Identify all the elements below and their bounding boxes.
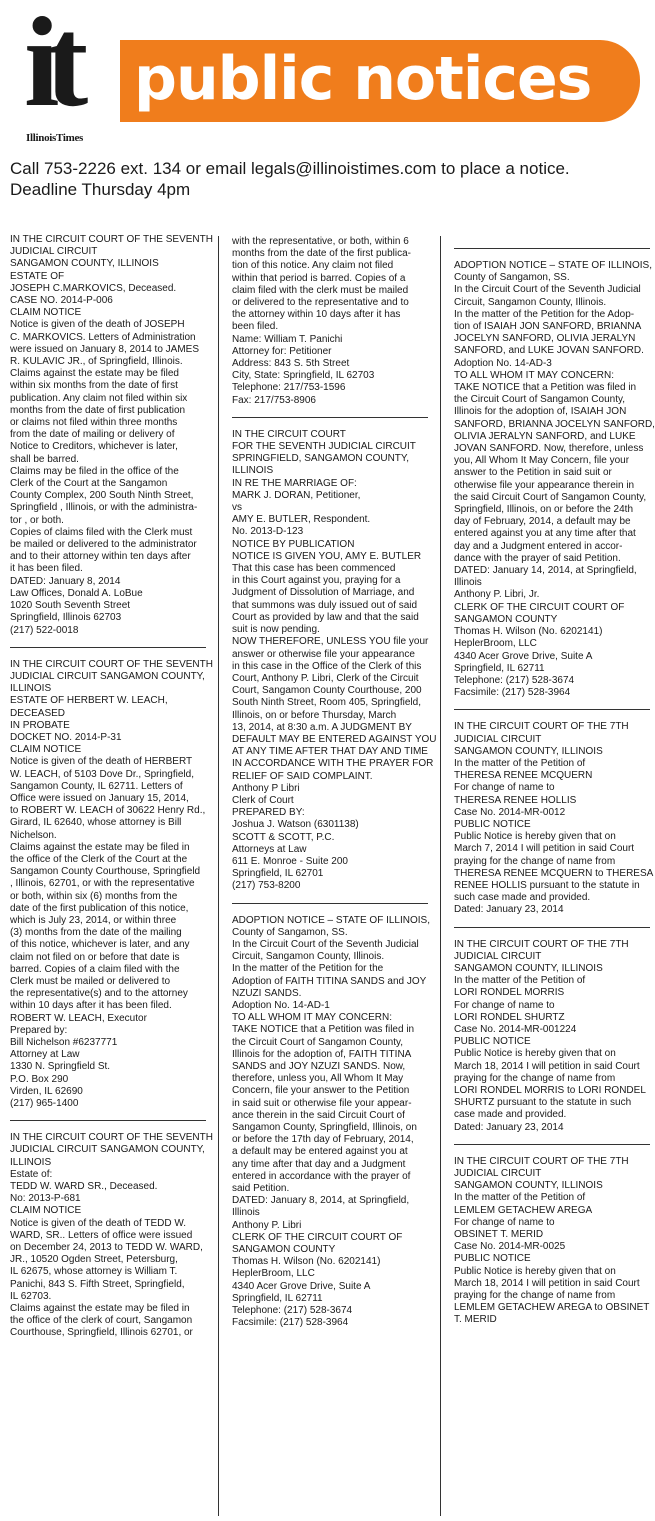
- page-title: public notices: [134, 44, 592, 114]
- notice-line: JUDICIAL CIRCUIT SANGAMON COUNTY,: [10, 670, 205, 682]
- notice-line: Telephone: (217) 528-3674: [454, 674, 575, 686]
- page-header: [0, 0, 655, 150]
- notice-line: Case No. 2014-MR-0012: [454, 806, 566, 818]
- notice-line: TO ALL WHOM IT MAY CONCERN:: [232, 1012, 393, 1024]
- notice-line: Illinois: [232, 1207, 260, 1219]
- notice-line: Prepared by:: [10, 1024, 68, 1036]
- notice-line: Attorney for: Petitioner: [232, 345, 332, 357]
- notice-line: CLERK OF THE CIRCUIT COURT OF: [232, 1231, 403, 1243]
- notice-line: Illinois for the adoption of, FAITH TITINA: [232, 1048, 412, 1060]
- notice-line: 1330 N. Springfield St.: [10, 1061, 111, 1073]
- notice-line: Court as provided by law and that the said: [232, 611, 419, 623]
- notice-line: the attorney within 10 days after it has: [232, 309, 401, 321]
- notice-line: P.O. Box 290: [10, 1073, 69, 1085]
- notice-line: answer or otherwise file your appearance: [232, 648, 415, 660]
- notice-line: entered against you at any time after that: [454, 528, 636, 540]
- legal-notice: [454, 721, 654, 916]
- notice-line: Dated: January 23, 2014: [454, 1121, 564, 1133]
- notice-line: within 10 days after it has been filed.: [10, 1000, 172, 1012]
- notice-line: Thomas H. Wilson (No. 6202141): [454, 626, 603, 638]
- notice-line: otherwise file your appearance therein in: [454, 479, 635, 491]
- notice-line: Facsimile: (217) 528-3964: [454, 687, 571, 699]
- notice-line: praying for the change of name from: [454, 855, 616, 867]
- notice-divider: [454, 927, 650, 928]
- column-divider: [218, 236, 219, 1516]
- notice-line: Springfield, IL 62711: [454, 662, 545, 674]
- notice-line: Springfield, IL 62701: [232, 868, 324, 880]
- notice-line: Claims against the estate may be filed: [10, 368, 179, 380]
- notice-line: Anthony P Libri: [232, 782, 300, 794]
- notice-line: Springfield, Illinois 62703: [10, 612, 122, 624]
- notice-line: , Illinois, 62701, or with the representative: [10, 878, 195, 890]
- notice-line: JUDICIAL CIRCUIT SANGAMON COUNTY,: [10, 1144, 205, 1156]
- notice-line: vs: [232, 502, 242, 514]
- notice-line: For change of name to: [454, 1216, 555, 1228]
- notice-line: within that period is barred. Copies of a: [232, 272, 406, 284]
- notice-line: THERESA RENEE MCQUERN to THERESA: [454, 867, 654, 879]
- notice-divider: [232, 903, 428, 904]
- notice-line: SANGAMON COUNTY: [232, 1244, 336, 1256]
- notice-line: tion of ISAIAH JON SANFORD, BRIANNA: [454, 321, 642, 333]
- notice-line: months from the date of the first publica-: [232, 248, 411, 260]
- notice-line: Dated: January 23, 2014: [454, 904, 564, 916]
- notice-line: were issued on January 8, 2014 to JAMES: [10, 343, 199, 355]
- legal-notice: [454, 939, 650, 1134]
- notice-line: Sangamon County, IL 62711. Letters of: [10, 780, 183, 792]
- notice-line: tor , or both.: [10, 514, 64, 526]
- notice-line: CASE NO. 2014-P-006: [10, 295, 113, 307]
- notice-line: the Circuit Court of Sangamon County,: [454, 394, 626, 406]
- notice-line: such case made and provided.: [454, 892, 591, 904]
- notice-line: Illinois, on or before Thursday, March: [232, 709, 397, 721]
- deadline-line: Deadline Thursday 4pm: [10, 180, 191, 199]
- notice-line: In the matter of the Petition of: [454, 975, 586, 987]
- notice-line: Anthony P. Libri, Jr.: [454, 589, 540, 601]
- notice-line: Judgment of Dissolution of Marriage, and: [232, 587, 415, 599]
- notice-line: IN THE CIRCUIT COURT OF THE 7TH: [454, 721, 629, 733]
- notice-line: Springfield, Illinois, on or before the 24th: [454, 504, 633, 516]
- notice-line: Claims against the estate may be filed in: [10, 841, 190, 853]
- notice-line: case made and provided.: [454, 1109, 567, 1121]
- notice-line: 4340 Acer Grove Drive, Suite A: [232, 1280, 371, 1292]
- notice-line: SANDS and JOY NZUZI SANDS. Now,: [232, 1061, 406, 1072]
- notice-line: (3) months from the date of the mailing: [10, 927, 182, 939]
- notice-line: OBSINET T. MERID: [454, 1229, 544, 1241]
- notice-line: SANGAMON COUNTY: [454, 613, 558, 625]
- notice-line: and to their attorney within ten days after: [10, 551, 191, 563]
- notice-divider: [454, 248, 650, 249]
- notice-line: SHURTZ pursuant to the statute in such: [454, 1097, 632, 1109]
- notice-line: claim not filed on or before that date is: [10, 951, 180, 963]
- notice-line: FOR THE SEVENTH JUDICIAL CIRCUIT: [232, 441, 416, 453]
- notice-line: a default may be entered against you at: [232, 1146, 408, 1158]
- notice-line: JUDICIAL CIRCUIT: [454, 950, 542, 962]
- legal-notice: [232, 915, 428, 1330]
- notice-line: ance therein in the said Circuit Court of: [232, 1109, 405, 1121]
- notice-line: MARK J. DORAN, Petitioner,: [232, 489, 361, 501]
- notice-line: ILLINOIS: [10, 683, 52, 695]
- notice-line: the representative(s) and to the attorney: [10, 988, 188, 1000]
- notice-line: IN THE CIRCUIT COURT OF THE SEVENTH: [10, 234, 213, 245]
- legal-notice: [232, 236, 428, 407]
- notice-line: HeplerBroom, LLC: [232, 1268, 315, 1280]
- notice-line: County of Sangamon, SS.: [232, 926, 348, 938]
- notice-line: praying for the change of name from: [454, 1290, 616, 1302]
- notice-line: ESTATE OF: [10, 270, 65, 282]
- notice-line: SANGAMON COUNTY, ILLINOIS: [454, 962, 603, 974]
- notice-line: praying for the change of name from: [454, 1072, 616, 1084]
- legal-notice: [454, 1156, 650, 1327]
- notice-line: Notice to Creditors, whichever is later,: [10, 441, 178, 453]
- notice-line: LORI RONDEL SHURTZ: [454, 1011, 565, 1023]
- notice-line: publication. Any claim not filed within six: [10, 392, 188, 404]
- legal-notice: [454, 260, 655, 699]
- notice-line: NOTICE IS GIVEN YOU, AMY E. BUTLER: [232, 550, 422, 562]
- notice-line: of this notice, whichever is later, and any: [10, 939, 190, 951]
- column-divider: [440, 236, 441, 1516]
- notice-line: In the matter of the Petition for the Adop-: [454, 308, 635, 320]
- notice-line: Attorney at Law: [10, 1049, 80, 1061]
- notice-line: PREPARED BY:: [232, 807, 305, 819]
- notice-line: Case No. 2014-MR-001224: [454, 1023, 577, 1035]
- notice-line: (217) 753-8200: [232, 880, 301, 892]
- notice-line: on December 24, 2013 to TEDD W. WARD,: [10, 1242, 203, 1254]
- notice-line: 1020 South Seventh Street: [10, 600, 131, 612]
- notice-line: ILLINOIS: [10, 1156, 52, 1168]
- contact-info: [10, 158, 650, 200]
- notice-line: JOSEPH C.MARKOVICS, Deceased.: [10, 282, 177, 294]
- notice-line: Fax: 217/753-8906: [232, 394, 316, 406]
- notice-line: in this Court against you, praying for a: [232, 575, 401, 587]
- notice-line: ROBERT W. LEACH, Executor: [10, 1012, 147, 1024]
- notice-line: Public Notice is hereby given that on: [454, 1265, 616, 1277]
- contact-line: Call 753-2226 ext. 134 or email legals@illinoistimes.com to place a notice.: [10, 159, 570, 178]
- notice-line: 4340 Acer Grove Drive, Suite A: [454, 650, 593, 662]
- notice-line: Court, Sangamon County Courthouse, 200: [232, 685, 422, 697]
- notice-line: Adoption No. 14-AD-3: [454, 357, 552, 369]
- notice-line: Girard, IL 62640, whose attorney is Bill: [10, 817, 182, 829]
- notice-line: RELIEF OF SAID COMPLAINT.: [232, 770, 373, 782]
- notice-line: DATED: January 14, 2014, at Springfield,: [454, 565, 637, 577]
- notice-line: Facsimile: (217) 528-3964: [232, 1317, 349, 1329]
- notice-line: day and a Judgment entered in accor-: [454, 540, 623, 552]
- notice-line: In the matter of the Petition of: [454, 757, 586, 769]
- notice-line: For change of name to: [454, 782, 555, 794]
- notice-line: been filed.: [232, 321, 279, 333]
- notice-line: LORI RONDEL MORRIS: [454, 987, 565, 999]
- notice-line: Circuit, Sangamon County, Illinois.: [454, 296, 607, 308]
- notice-line: CLAIM NOTICE: [10, 1205, 82, 1217]
- notice-line: IN PROBATE: [10, 719, 70, 731]
- notice-divider: [454, 709, 650, 710]
- notice-line: W. LEACH, of 5103 Dove Dr., Springfield,: [10, 768, 194, 780]
- notice-line: Estate of:: [10, 1168, 53, 1180]
- notice-line: No: 2013-P-681: [10, 1193, 81, 1205]
- notice-line: Sangamon County Courthouse, Springfield: [10, 866, 201, 878]
- notice-line: or delivered to the representative and to: [232, 297, 409, 309]
- notice-line: the office of the Clerk of the Court at the: [10, 853, 188, 865]
- notice-line: Clerk of the Court at the Sangamon: [10, 478, 168, 490]
- illinois-times-logo: [24, 0, 120, 144]
- notice-divider: [10, 1120, 206, 1121]
- notice-line: Public Notice is hereby given that on: [454, 1048, 616, 1060]
- notice-line: OLIVIA JERALYN SANFORD, and LUKE: [454, 430, 636, 442]
- notice-line: ADOPTION NOTICE – STATE OF ILLINOIS,: [454, 260, 652, 271]
- notice-line: DEFAULT MAY BE ENTERED AGAINST YOU: [232, 733, 437, 745]
- notice-line: (217) 522-0018: [10, 624, 79, 636]
- notice-line: March 18, 2014 I will petition in said Court: [454, 1277, 640, 1289]
- notice-line: claim filed with the clerk must be mailed: [232, 284, 409, 296]
- notice-line: barred. Copies of a claim filed with the: [10, 963, 180, 975]
- notice-line: therefore, unless you, All Whom It May: [232, 1073, 404, 1085]
- notice-line: Concern, file your answer to the Petition: [232, 1085, 410, 1097]
- notice-line: the said Circuit Court of Sangamon County,: [454, 491, 647, 503]
- notice-line: SPRINGFIELD, SANGAMON COUNTY,: [232, 453, 410, 465]
- notice-line: Panichi, 843 S. Fifth Street, Springfield,: [10, 1278, 185, 1290]
- notice-line: Law Offices, Donald A. LoBue: [10, 587, 143, 599]
- legal-notice: [10, 658, 213, 1111]
- notice-line: or before the 17th day of February, 2014,: [232, 1134, 414, 1146]
- notice-line: IN RE THE MARRIAGE OF:: [232, 477, 357, 489]
- notice-column-2: [232, 236, 437, 1329]
- notice-line: Thomas H. Wilson (No. 6202141): [232, 1256, 381, 1268]
- notice-line: RENEE HOLLIS pursuant to the statute in: [454, 879, 640, 891]
- notice-line: suit is now pending.: [232, 624, 320, 636]
- notice-line: 13, 2014, at 8:30 a.m. A JUDGMENT BY: [232, 721, 412, 733]
- notice-line: In the matter of the Petition of: [454, 1192, 586, 1204]
- notice-line: ADOPTION NOTICE – STATE OF ILLINOIS,: [232, 914, 430, 926]
- notice-line: months from the date of first publication: [10, 404, 186, 416]
- notice-line: Nichelson.: [10, 829, 57, 841]
- notice-line: DECEASED: [10, 707, 66, 719]
- notice-line: THERESA RENEE HOLLIS: [454, 794, 577, 806]
- notice-line: JUDICIAL CIRCUIT: [10, 246, 98, 258]
- notice-line: Court, Anthony P. Libri, Clerk of the Circuit: [232, 672, 419, 684]
- notice-line: March 18, 2014 I will petition in said Court: [454, 1060, 640, 1072]
- notice-line: WARD, SR.. Letters of office were issued: [10, 1229, 193, 1241]
- notice-line: entered in accordance with the prayer of: [232, 1170, 411, 1182]
- notice-line: be mailed or delivered to the administrator: [10, 539, 197, 551]
- notice-line: Notice is given of the death of JOSEPH: [10, 319, 185, 331]
- notice-line: Public Notice is hereby given that on: [454, 831, 616, 843]
- notice-line: SANFORD, BRIANNA JOCELYN SANFORD,: [454, 418, 655, 430]
- notice-line: March 7, 2014 I will petition in said Court: [454, 843, 635, 855]
- notice-line: No. 2013-D-123: [232, 526, 304, 538]
- notice-line: Circuit, Sangamon County, Illinois.: [232, 951, 385, 963]
- notice-line: IL 62703.: [10, 1290, 52, 1302]
- notice-line: Address: 843 S. 5th Street: [232, 358, 350, 370]
- notice-line: Telephone: (217) 528-3674: [232, 1305, 353, 1317]
- notice-line: IN THE CIRCUIT COURT OF THE 7TH: [454, 1155, 629, 1167]
- notice-line: AT ANY TIME AFTER THAT DAY AND TIME: [232, 746, 428, 758]
- notice-line: date of the first publication of this notice,: [10, 902, 189, 914]
- legal-notice: [10, 234, 213, 637]
- notice-line: Illinois: [454, 577, 482, 589]
- notice-line: within six months from the date of first: [10, 380, 178, 392]
- notice-line: Copies of claims filed with the Clerk must: [10, 526, 193, 538]
- notice-line: Attorneys at Law: [232, 843, 307, 855]
- notice-line: NZUZI SANDS.: [232, 987, 302, 999]
- notice-line: or claims not filed within three months: [10, 417, 178, 429]
- notice-line: Adoption No. 14-AD-1: [232, 999, 330, 1011]
- notice-line: SCOTT & SCOTT, P.C.: [232, 831, 335, 843]
- notice-line: CLAIM NOTICE: [10, 307, 82, 319]
- notice-line: ILLINOIS: [232, 465, 274, 477]
- notice-line: day of February, 2014, a default may be: [454, 516, 631, 528]
- notice-column-1: [10, 234, 213, 1340]
- notice-line: NOTICE BY PUBLICATION: [232, 538, 355, 550]
- notice-line: Anthony P. Libri: [232, 1219, 302, 1231]
- notice-line: SANGAMON COUNTY, ILLINOIS: [10, 258, 159, 270]
- notice-line: CLERK OF THE CIRCUIT COURT OF: [454, 601, 625, 613]
- notice-line: LEMLEM GETACHEW AREGA to OBSINET: [454, 1302, 650, 1314]
- notice-line: T. MERID: [454, 1314, 497, 1326]
- notice-line: (217) 965-1400: [10, 1098, 79, 1110]
- notice-line: JOVAN SANFORD. Now, therefore, unless: [454, 443, 644, 455]
- notice-line: tion of this notice. Any claim not filed: [232, 260, 394, 272]
- notice-line: any time after that day and a Judgment: [232, 1158, 406, 1170]
- notice-line: TEDD W. WARD SR., Deceased.: [10, 1181, 158, 1193]
- notice-line: TO ALL WHOM IT MAY CONCERN:: [454, 369, 615, 381]
- notice-line: DATED: January 8, 2014: [10, 575, 121, 587]
- notice-line: In the matter of the Petition for the: [232, 963, 384, 975]
- notice-line: JR., 10520 Ogden Street, Petersburg,: [10, 1254, 178, 1266]
- notice-line: to ROBERT W. LEACH of 30622 Henry Rd.,: [10, 805, 206, 817]
- notice-line: PUBLIC NOTICE: [454, 818, 531, 830]
- notice-line: answer to the Petition in said suit or: [454, 467, 612, 479]
- notice-line: Virden, IL 62690: [10, 1085, 83, 1097]
- notice-line: Courthouse, Springfield, Illinois 62701, or: [10, 1327, 193, 1339]
- notice-line: 611 E. Monroe - Suite 200: [232, 855, 348, 867]
- notice-line: AMY E. BUTLER, Respondent.: [232, 514, 371, 526]
- notice-line: SANFORD, and LUKE JOVAN SANFORD.: [454, 345, 644, 357]
- notice-line: JUDICIAL CIRCUIT: [454, 733, 542, 745]
- notice-line: Bill Nichelson #6237771: [10, 1037, 118, 1048]
- notice-line: SANGAMON COUNTY, ILLINOIS: [454, 745, 603, 757]
- notice-line: County of Sangamon, SS.: [454, 272, 570, 284]
- notice-divider: [10, 647, 206, 648]
- notice-line: LORI RONDEL MORRIS to LORI RONDEL: [454, 1085, 646, 1096]
- legal-notice: [232, 428, 437, 893]
- notice-line: JUDICIAL CIRCUIT: [454, 1168, 542, 1180]
- notice-column-3: [454, 234, 655, 1327]
- notice-line: IL 62675, whose attorney is William T.: [10, 1266, 178, 1278]
- notice-line: JOCELYN SANFORD, OLIVIA JERALYN: [454, 333, 636, 345]
- notice-line: or both, within six (6) months from the: [10, 890, 178, 902]
- notice-line: DATED: January 8, 2014, at Springfield,: [232, 1195, 410, 1207]
- notice-line: you, All Whom It May Concern, file your: [454, 455, 630, 467]
- notice-line: ESTATE OF HERBERT W. LEACH,: [10, 695, 168, 707]
- title-banner: [120, 40, 640, 122]
- notice-line: PUBLIC NOTICE: [454, 1036, 531, 1048]
- notice-line: County Complex, 200 South Ninth Street,: [10, 490, 194, 502]
- notice-divider: [232, 417, 428, 418]
- notice-line: Joshua J. Watson (6301138): [232, 819, 359, 831]
- notice-line: IN THE CIRCUIT COURT: [232, 428, 346, 440]
- notice-line: Clerk must be mailed or delivered to: [10, 975, 171, 987]
- notice-line: from the date of mailing or delivery of: [10, 429, 175, 441]
- notice-line: it has been filed.: [10, 563, 83, 575]
- notice-line: IN ACCORDANCE WITH THE PRAYER FOR: [232, 758, 434, 770]
- notice-line: Clerk of Court: [232, 794, 294, 806]
- notice-line: LEMLEM GETACHEW AREGA: [454, 1204, 593, 1216]
- notice-line: Claims may be filed in the office of the: [10, 465, 179, 477]
- notice-line: said Petition.: [232, 1183, 290, 1195]
- notice-line: CLAIM NOTICE: [10, 744, 82, 756]
- notice-line: NOW THEREFORE, UNLESS YOU file your: [232, 636, 429, 648]
- notice-line: IN THE CIRCUIT COURT OF THE 7TH: [454, 938, 629, 950]
- legal-notice: [10, 1132, 213, 1339]
- notice-line: THERESA RENEE MCQUERN: [454, 770, 593, 782]
- logo-mark: it: [24, 0, 75, 133]
- notice-line: DOCKET NO. 2014-P-31: [10, 731, 122, 743]
- notice-line: the office of the clerk of court, Sangamon: [10, 1315, 193, 1327]
- notice-line: in said suit or otherwise file your appear-: [232, 1097, 412, 1109]
- notice-line: In the Circuit Court of the Seventh Judicial: [232, 938, 419, 950]
- notice-line: dance with the prayer of said Petition.: [454, 552, 621, 564]
- notice-line: Telephone: 217/753-1596: [232, 382, 346, 394]
- notice-line: IN THE CIRCUIT COURT OF THE SEVENTH: [10, 658, 213, 670]
- notice-line: shall be barred.: [10, 453, 79, 465]
- notice-line: Case No. 2014-MR-0025: [454, 1241, 566, 1253]
- notice-line: Notice is given of the death of HERBERT: [10, 756, 193, 768]
- notice-line: HeplerBroom, LLC: [454, 638, 537, 650]
- notice-line: with the representative, or both, within 6: [232, 236, 409, 247]
- notice-line: In the Circuit Court of the Seventh Judicial: [454, 284, 641, 296]
- logo-brand: IllinoisTimes: [26, 132, 84, 144]
- notice-line: For change of name to: [454, 999, 555, 1011]
- notice-line: SANGAMON COUNTY, ILLINOIS: [454, 1180, 603, 1192]
- notice-line: South Ninth Street, Room 405, Springfield,: [232, 697, 421, 709]
- notice-line: in this case in the Office of the Clerk of this: [232, 660, 422, 672]
- notice-line: that summons was duly issued out of said: [232, 599, 418, 611]
- notice-line: IN THE CIRCUIT COURT OF THE SEVENTH: [10, 1132, 213, 1144]
- notice-line: That this case has been commenced: [232, 563, 396, 575]
- notice-divider: [454, 1144, 650, 1145]
- notice-line: Notice is given of the death of TEDD W.: [10, 1217, 187, 1229]
- notice-line: Office were issued on January 15, 2014,: [10, 792, 189, 804]
- notice-line: the Circuit Court of Sangamon County,: [232, 1036, 404, 1048]
- notice-line: C. MARKOVICS. Letters of Administration: [10, 331, 196, 343]
- notice-line: TAKE NOTICE that a Petition was filed in: [454, 382, 637, 394]
- notice-line: City, State: Springfield, IL 62703: [232, 370, 375, 382]
- notice-line: Name: William T. Panichi: [232, 333, 343, 345]
- notice-line: Adoption of FAITH TITINA SANDS and JOY: [232, 975, 427, 987]
- notice-line: which is July 23, 2014, or within three: [10, 914, 177, 926]
- notice-line: Claims against the estate may be filed in: [10, 1303, 190, 1315]
- notice-line: Illinois for the adoption of, ISAIAH JON: [454, 406, 627, 418]
- notice-line: Springfield , Illinois, or with the administra-: [10, 502, 198, 514]
- notice-line: Sangamon County, Springfield, Illinois, on: [232, 1122, 417, 1134]
- notice-line: PUBLIC NOTICE: [454, 1253, 531, 1265]
- notice-line: Springfield, IL 62711: [232, 1292, 323, 1304]
- notice-line: TAKE NOTICE that a Petition was filed in: [232, 1024, 415, 1036]
- notice-line: R. KULAVIC JR., of Springfield, Illinois.: [10, 356, 183, 368]
